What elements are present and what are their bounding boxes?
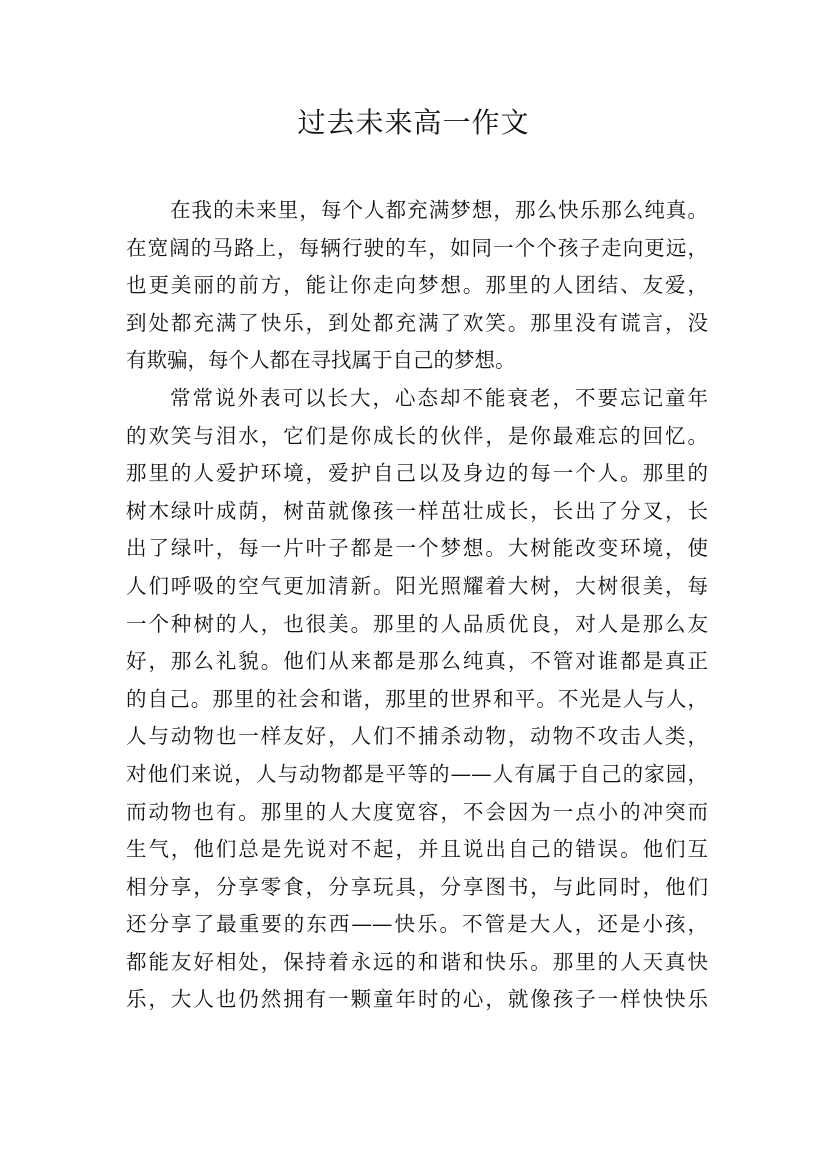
text-line: 也更美丽的前方，能让你走向梦想。那里的人团结、友爱， [126,273,708,298]
text-line: 的自己。那里的社会和谐，那里的世界和平。不光是人与人， [126,686,708,711]
text-line: 树木绿叶成荫，树苗就像孩一样茁壮成长，长出了分叉，长 [126,498,708,523]
text-line: 还分享了最重要的东西——快乐。不管是大人，还是小孩， [126,912,708,937]
text-line: 人们呼吸的空气更加清新。阳光照耀着大树，大树很美，每 [126,573,708,598]
text-line: 相分享，分享零食，分享玩具，分享图书，与此同时，他们 [126,874,708,899]
text-line: 出了绿叶，每一片叶子都是一个梦想。大树能改变环境，使 [126,536,708,561]
text-line: 而动物也有。那里的人大度宽容，不会因为一点小的冲突而 [126,799,708,824]
essay-body [126,192,708,1019]
page-title: 过去未来高一作文 [297,106,530,139]
text-line: 有欺骗，每个人都在寻找属于自己的梦想。 [126,348,516,373]
text-line: 那里的人爱护环境，爱护自己以及身边的每一个人。那里的 [126,461,708,486]
text-line: 在宽阔的马路上，每辆行驶的车，如同一个个孩子走向更远， [126,235,708,260]
text-line: 到处都充满了快乐，到处都充满了欢笑。那里没有谎言，没 [126,310,708,335]
text-line: 生气，他们总是先说对不起，并且说出自己的错误。他们互 [126,837,708,862]
text-line: 一个种树的人，也很美。那里的人品质优良，对人是那么友 [126,611,708,636]
text-line: 好，那么礼貌。他们从来都是那么纯真，不管对谁都是真正 [126,649,708,674]
text-line: 对他们来说，人与动物都是平等的——人有属于自己的家园， [126,761,708,786]
text-line: 乐，大人也仍然拥有一颗童年时的心，就像孩子一样快快乐 [126,987,708,1012]
text-line: 都能友好相处，保持着永远的和谐和快乐。那里的人天真快 [126,949,708,974]
text-line: 的欢笑与泪水，它们是你成长的伙伴，是你最难忘的回忆。 [126,423,708,448]
text-line: 在我的未来里，每个人都充满梦想，那么快乐那么纯真。 [170,198,708,222]
text-line: 人与动物也一样友好，人们不捕杀动物，动物不攻击人类， [126,724,708,749]
text-line: 常常说外表可以长大，心态却不能衰老，不要忘记童年 [170,385,708,410]
